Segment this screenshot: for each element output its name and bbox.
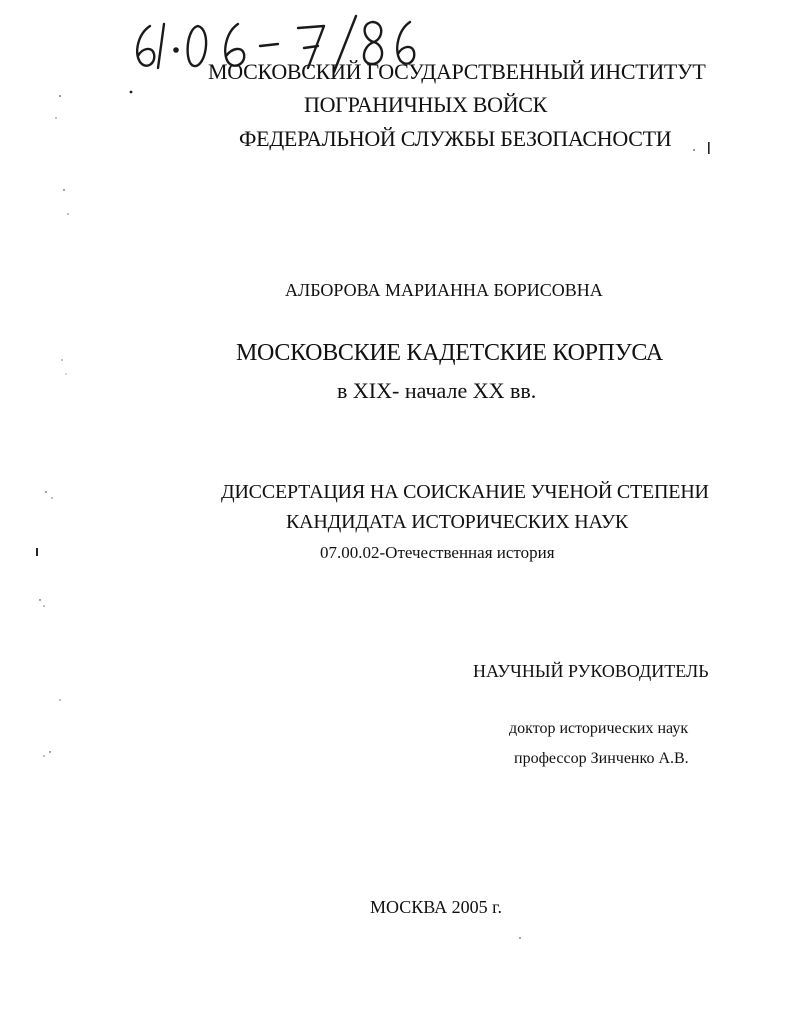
degree-line-2: КАНДИДАТА ИСТОРИЧЕСКИХ НАУК (286, 511, 629, 533)
institution-line-3: ФЕДЕРАЛЬНОЙ СЛУЖБЫ БЕЗОПАСНОСТИ (239, 126, 672, 151)
speciality-code: 07.00.02-Отечественная история (320, 543, 555, 562)
degree-line-1: ДИССЕРТАЦИЯ НА СОИСКАНИЕ УЧЕНОЙ СТЕПЕНИ (221, 481, 709, 503)
advisor-heading: НАУЧНЫЙ РУКОВОДИТЕЛЬ (473, 661, 709, 681)
author-name: АЛБОРОВА МАРИАННА БОРИСОВНА (285, 280, 603, 300)
institution-line-1: МОСКОВСКИЙ ГОСУДАРСТВЕННЫЙ ИНСТИТУТ (208, 59, 706, 84)
city-and-year: МОСКВА 2005 г. (370, 897, 502, 917)
advisor-name: профессор Зинченко А.В. (514, 750, 689, 767)
advisor-degree: доктор исторических наук (509, 720, 689, 737)
dissertation-period: в XIX- начале XX вв. (337, 378, 537, 403)
institution-line-2: ПОГРАНИЧНЫХ ВОЙСК (304, 92, 548, 117)
dissertation-title: МОСКОВСКИЕ КАДЕТСКИЕ КОРПУСА (236, 340, 663, 366)
